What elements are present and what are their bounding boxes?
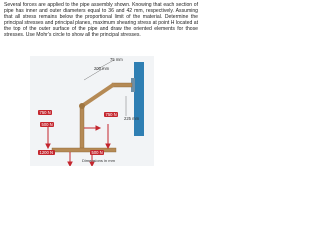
force-label: 750 N xyxy=(39,110,51,115)
pipe-assembly-figure xyxy=(30,56,154,166)
pipe-elbow xyxy=(79,103,85,109)
force-label: 500 N xyxy=(91,150,103,155)
figure-caption: Dimensions in mm xyxy=(82,158,115,163)
dimension-label: 200 mm xyxy=(94,66,110,71)
force-label: 750 N xyxy=(105,112,117,117)
problem-statement: Several forces are applied to the pipe assembly shown. Knowing that each section of pipe has inner and outer diameters equal to 36 and 42 mm, respectively. Assuming that all stress remains below the proportional limit of the material. Determine the principal stresses and principal planes, maximum shearing stress at point H located at the top of the outer surface of the pipe and draw the oriented elements for those stresses. Use Mohr's circle to show all the principal stresses. xyxy=(4,2,198,39)
pipe-segment-bottom xyxy=(52,148,116,152)
dimension-label: 225 mm xyxy=(124,116,140,121)
pipe-segment-diagonal xyxy=(82,85,113,106)
wall-support xyxy=(134,62,144,136)
force-label: 1200 N xyxy=(39,150,54,155)
dimension-label: 75 mm xyxy=(110,57,123,62)
pipe-segment-vertical xyxy=(80,106,84,150)
force-label: 500 N xyxy=(41,122,53,127)
